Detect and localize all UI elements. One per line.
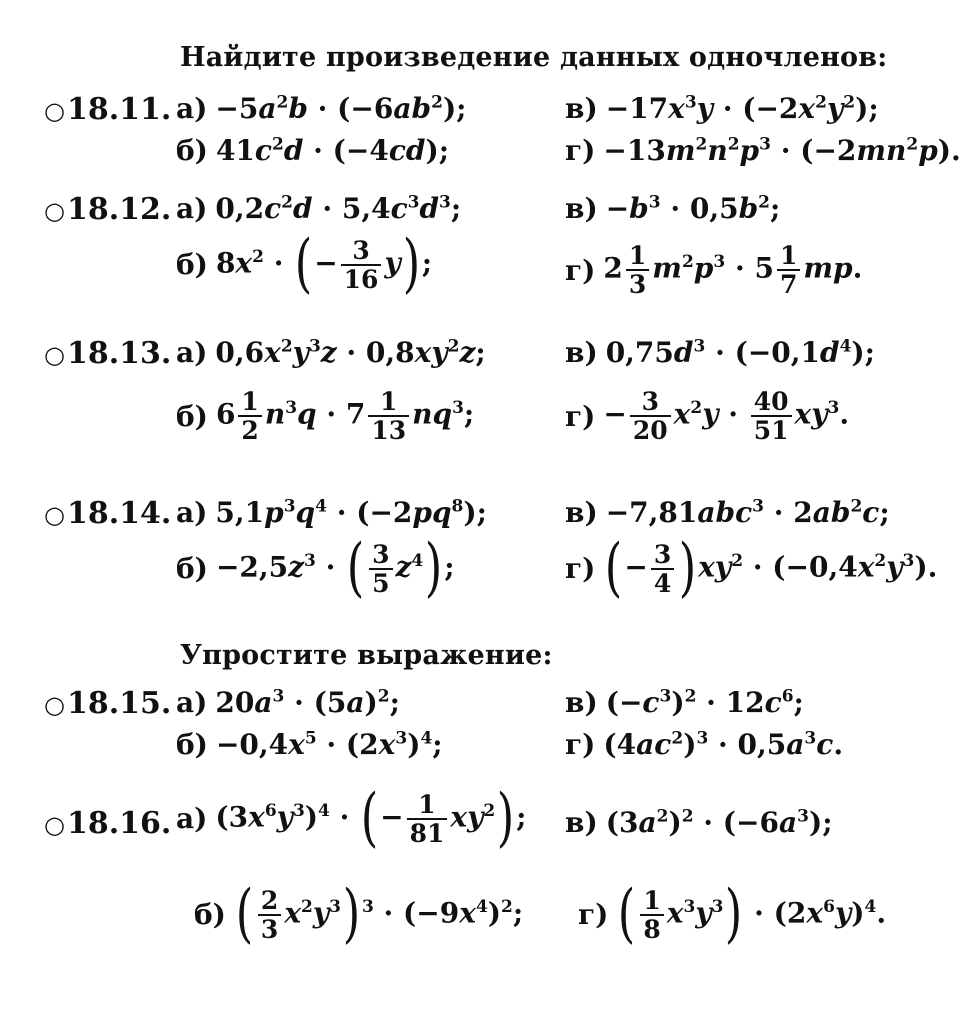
problem-item	[176, 134, 449, 167]
item-label: б)	[176, 728, 208, 761]
item-label: г)	[565, 253, 596, 287]
problem-item	[194, 877, 524, 951]
problem-item	[176, 728, 443, 761]
problem-item	[565, 192, 780, 225]
item-expression: $-17x^3y \cdot (-2x^2y^2)$;	[605, 92, 879, 125]
problem-item	[578, 877, 887, 951]
problem-item	[565, 496, 890, 529]
problem-item	[565, 388, 849, 444]
problem-item	[565, 806, 833, 839]
problem-item	[176, 531, 455, 605]
problem-item	[565, 336, 875, 369]
item-label: а)	[176, 192, 208, 225]
item-label: б)	[176, 134, 208, 167]
item-label: б)	[194, 898, 226, 932]
item-expression: 2 $\frac{1}{3}$ $m^2p^3 \cdot 5$ $\frac{1}{7}$ mp.	[603, 241, 863, 299]
item-expression: $0,75d^3 \cdot (-0,1d^4)$;	[605, 336, 876, 369]
item-label: г)	[565, 134, 596, 167]
problem-item	[176, 388, 474, 444]
item-expression: $5,1p^3q^4 \cdot (-2pq^8)$;	[215, 496, 487, 529]
item-expression: $(3x^6y^3)^4$ · (− $\frac{1}{81}$ $xy^2$);	[215, 781, 527, 855]
item-expression: $-7,81abc^3 \cdot 2ab^2c$;	[605, 496, 890, 529]
problem-item	[176, 496, 487, 529]
item-expression: $0,6x^2y^3z \cdot 0,8xy^2z$;	[215, 336, 486, 369]
problem-item	[176, 227, 433, 301]
item-expression: $-5a^2b \cdot (-6ab^2)$;	[215, 92, 467, 125]
item-label: г)	[565, 399, 596, 433]
item-label: в)	[565, 496, 598, 529]
item-label: а)	[176, 686, 208, 719]
item-expression: ( $\frac{1}{8}$ $x^3y^3) \cdot (2x^6y)^4$.	[618, 877, 887, 951]
problem-number: ○18.11.	[44, 92, 172, 127]
item-label: б)	[176, 399, 208, 433]
item-expression: $-b^3 \cdot 0,5b^2$;	[605, 192, 781, 225]
problem-item	[176, 192, 461, 225]
item-expression: $(3a^2)^2 \cdot (-6a^3)$;	[605, 806, 833, 839]
item-label: в)	[565, 686, 598, 719]
item-expression: $(-c^3)^2 \cdot 12c^6$;	[605, 686, 804, 719]
item-label: б)	[176, 248, 208, 282]
item-label: г)	[578, 898, 609, 932]
problem-item	[176, 92, 467, 125]
item-expression: $0,2c^2d \cdot 5,4c^3d^3$;	[215, 192, 462, 225]
problem-item	[176, 686, 400, 719]
item-expression: (− $\frac{3}{4}$ )$xy^2 \cdot (-0,4x^2y^3)$.	[605, 531, 938, 605]
item-expression: 6 $\frac{1}{2}$ $n^3q \cdot 7$ $\frac{1}{13}$ $nq^3$;	[215, 387, 475, 445]
problem-number: ○18.13.	[44, 336, 172, 371]
item-expression: ( $\frac{2}{3}$ $x^2y^3$) $^3 \cdot (-9x^4)^2$;	[235, 877, 524, 951]
item-label: б)	[176, 552, 208, 586]
item-label: в)	[565, 336, 598, 369]
item-label: а)	[176, 92, 208, 125]
problem-item	[176, 781, 527, 855]
item-label: г)	[565, 728, 596, 761]
item-expression: $-0,4x^5 \cdot (2x^3)^4$;	[215, 728, 443, 761]
item-label: г)	[565, 552, 596, 586]
problem-item	[565, 728, 843, 761]
problem-number: ○18.14.	[44, 496, 172, 531]
section-heading-products: Найдите произведение данных одночленов:	[180, 42, 888, 73]
problem-item	[565, 531, 938, 605]
problem-item	[565, 686, 804, 719]
item-expression: $(4ac^2)^3 \cdot 0,5a^3c$.	[603, 728, 844, 761]
item-label: в)	[565, 806, 598, 839]
item-expression: $-13m^2n^2p^3 \cdot (-2mn^2p)$.	[603, 134, 961, 167]
item-label: а)	[176, 336, 208, 369]
item-label: в)	[565, 192, 598, 225]
item-expression: $-2,5z^3$ · ( $\frac{3}{5}$ $z^4$);	[215, 531, 455, 605]
problem-item	[565, 134, 961, 167]
item-label: а)	[176, 802, 208, 836]
item-expression: − $\frac{3}{20}$ $x^2y$ · $\frac{40}{51}$ $xy^3$.	[603, 387, 850, 445]
item-label: в)	[565, 92, 598, 125]
item-expression: $20a^3 \cdot (5a)^2$;	[215, 686, 400, 719]
problem-number: ○18.15.	[44, 686, 172, 721]
problem-item	[565, 92, 879, 125]
problem-number: ○18.12.	[44, 192, 172, 227]
item-expression: $41c^2d \cdot (-4cd)$;	[215, 134, 450, 167]
item-label: а)	[176, 496, 208, 529]
problem-item	[176, 336, 486, 369]
section-heading-simplify: Упростите выражение:	[180, 640, 553, 671]
item-expression: $8x^2$ · (− $\frac{3}{16}$ y);	[215, 227, 433, 301]
problem-number: ○18.16.	[44, 806, 172, 841]
problem-item	[565, 242, 862, 298]
